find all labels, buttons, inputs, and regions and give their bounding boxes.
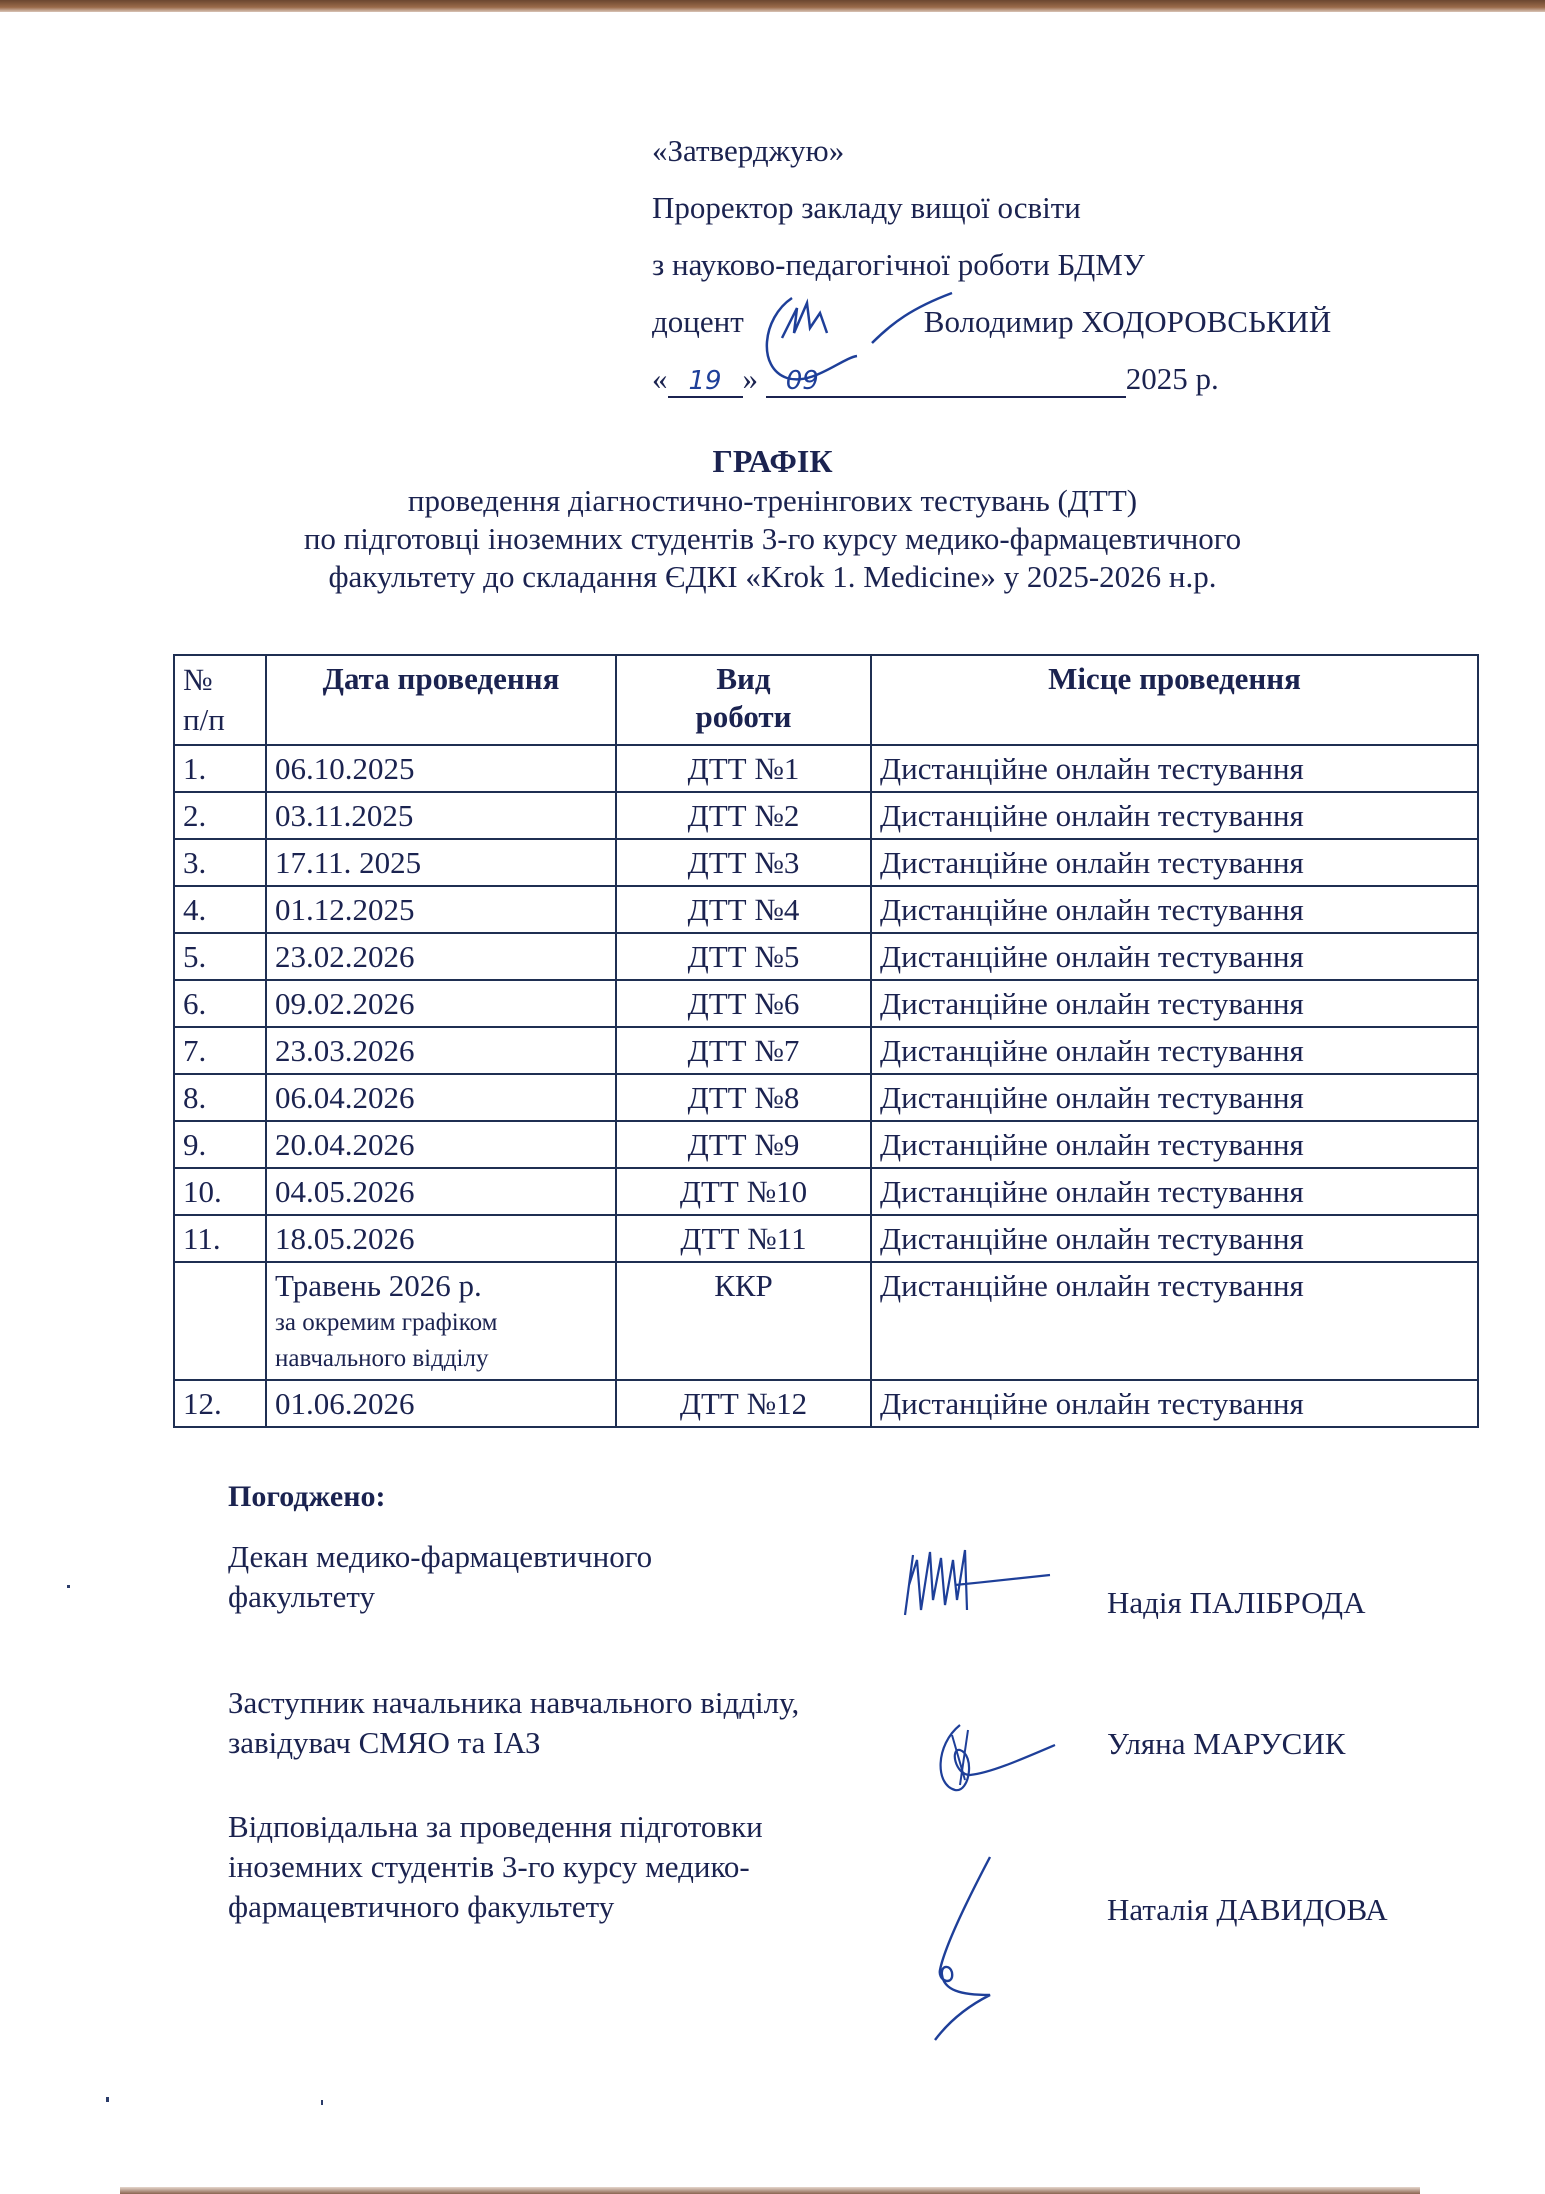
- approval-position-line2: з науково-педагогічної роботи БДМУ: [652, 247, 1145, 282]
- signer-responsible-name: Наталія ДАВИДОВА: [1107, 1892, 1388, 1927]
- approval-date-year: 2025 р.: [1125, 361, 1219, 396]
- schedule-table: [173, 654, 1479, 1428]
- date-close-quote: »: [742, 361, 758, 396]
- approval-stamp: «Затверджую»: [652, 133, 845, 168]
- signer-deputy-name: Уляна МАРУСИК: [1107, 1726, 1346, 1761]
- scan-edge-bottom: [120, 2187, 1420, 2194]
- table-row: 4. 01.12.2025 ДТТ №4 Дистанційне онлайн тестування: [174, 886, 1478, 933]
- table-row: 5. 23.02.2026 ДТТ №5 Дистанційне онлайн тестування: [174, 933, 1478, 980]
- document-title: ГРАФІК: [712, 443, 833, 479]
- table-header-row: [174, 655, 1478, 745]
- table-row: 1. 06.10.2025 ДТТ №1 Дистанційне онлайн тестування: [174, 745, 1478, 792]
- header-type: Вид роботи: [616, 655, 871, 745]
- approver-signature-icon: [752, 278, 952, 388]
- table-row: 9. 20.04.2026 ДТТ №9 Дистанційне онлайн тестування: [174, 1121, 1478, 1168]
- scan-edge-top: [0, 0, 1545, 12]
- scan-speck: [67, 1585, 70, 1588]
- table-row: 10. 04.05.2026 ДТТ №10 Дистанційне онлайн тестування: [174, 1168, 1478, 1215]
- deputy-signature-icon: [930, 1715, 1060, 1795]
- signer-dean-position: Декан медико-фармацевтичного факультету: [228, 1539, 653, 1614]
- scan-speck: [321, 2100, 323, 2105]
- approval-rank: доцент: [652, 304, 744, 339]
- table-row: 11. 18.05.2026 ДТТ №11 Дистанційне онлайн тестування: [174, 1215, 1478, 1262]
- scan-speck: [106, 2097, 109, 2102]
- table-row: 2. 03.11.2025 ДТТ №2 Дистанційне онлайн тестування: [174, 792, 1478, 839]
- date-open-quote: «: [652, 361, 668, 396]
- approval-position-line1: Проректор закладу вищої освіти: [652, 190, 1081, 225]
- approval-date-day: 19: [668, 366, 743, 398]
- agreed-label: Погоджено:: [228, 1480, 386, 1513]
- signer-dean-name: Надія ПАЛІБРОДА: [1107, 1585, 1366, 1620]
- table-row: 3. 17.11. 2025 ДТТ №3 Дистанційне онлайн тестування: [174, 839, 1478, 886]
- header-place: Місце проведення: [871, 655, 1478, 745]
- document-heading: [0, 442, 1545, 596]
- table-row: 7. 23.03.2026 ДТТ №7 Дистанційне онлайн тестування: [174, 1027, 1478, 1074]
- approval-date-month: 09: [766, 366, 1126, 398]
- table-row-kkr: Травень 2026 р. за окремим графіком навчального відділу ККР Дистанційне онлайн тестування: [174, 1262, 1478, 1380]
- signer-responsible-position: Відповідальна за проведення підготовки іноземних студентів 3-го курсу медико- фармацевтичного факультету: [228, 1809, 763, 1924]
- signer-deputy-position: Заступник начальника навчального відділу, завідувач СМЯО та ІАЗ: [228, 1685, 800, 1760]
- table-row: 8. 06.04.2026 ДТТ №8 Дистанційне онлайн тестування: [174, 1074, 1478, 1121]
- dean-signature-icon: [895, 1540, 1055, 1620]
- approver-name: Володимир ХОДОРОВСЬКИЙ: [923, 304, 1332, 339]
- heading-line2: по підготовці іноземних студентів 3-го курсу медико-фармацевтичного: [303, 521, 1242, 556]
- table-row: 12. 01.06.2026 ДТТ №12 Дистанційне онлайн тестування: [174, 1380, 1478, 1427]
- heading-line3: факультету до складання ЄДКІ «Krok 1. Medicine» у 2025-2026 н.р.: [328, 559, 1217, 594]
- heading-line1: проведення діагностично-тренінгових тестувань (ДТТ): [407, 483, 1138, 518]
- responsible-signature-icon: [930, 1855, 1010, 2040]
- header-number: № п/п: [174, 655, 266, 745]
- table-row: 6. 09.02.2026 ДТТ №6 Дистанційне онлайн тестування: [174, 980, 1478, 1027]
- header-date: Дата проведення: [266, 655, 616, 745]
